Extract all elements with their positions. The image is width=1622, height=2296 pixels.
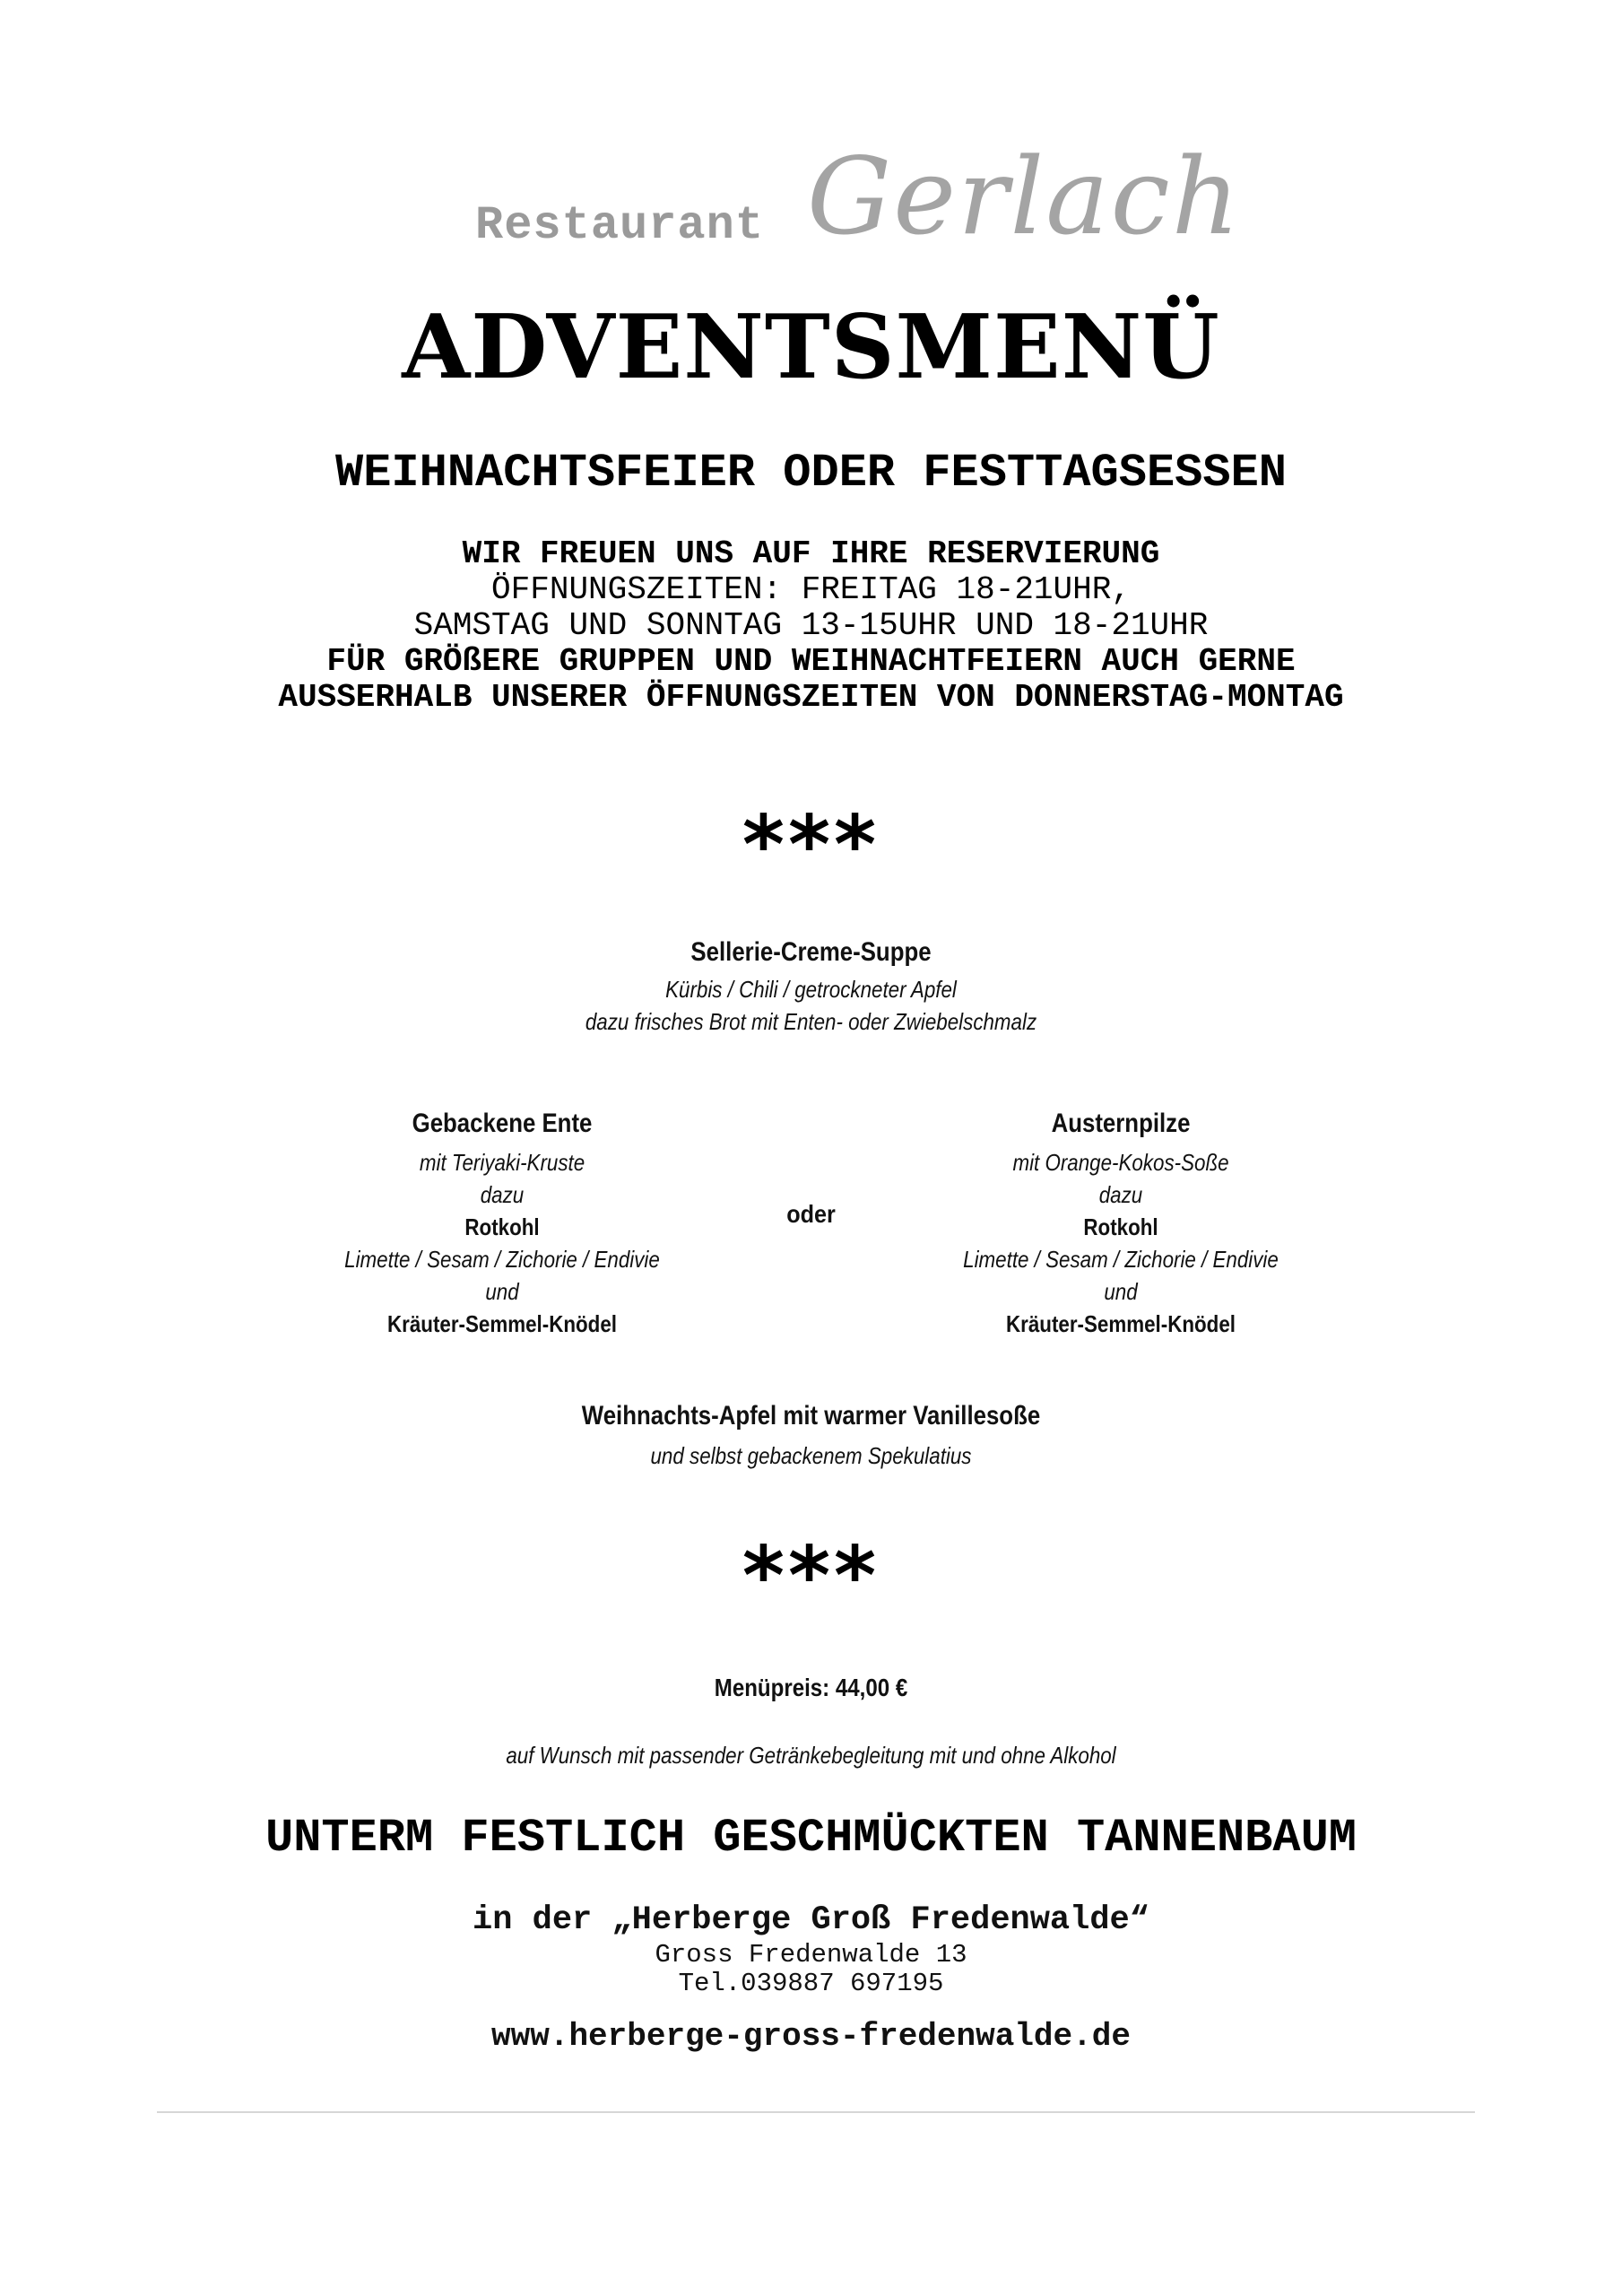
main-left-detail-4: und — [485, 1278, 519, 1305]
reservation-line: WIR FREUEN UNS AUF IHRE RESERVIERUNG — [462, 535, 1160, 572]
main-left-detail-3: Limette / Sesam / Zichorie / Endivie — [344, 1246, 660, 1273]
main-right-side-1: Rotkohl — [1083, 1213, 1158, 1240]
dessert-name: Weihnachts-Apfel mit warmer Vanillesoße — [581, 1401, 1041, 1431]
main-left-detail-2: dazu — [480, 1181, 525, 1208]
starter-detail-1: Kürbis / Chili / getrockneter Apfel — [665, 976, 957, 1003]
venue-phone: Tel.039887 697195 — [678, 1969, 944, 1998]
main-right-detail-4: und — [1104, 1278, 1138, 1305]
menu-subtitle: WEIHNACHTSFEIER ODER FESTTAGSESSEN — [335, 447, 1287, 500]
main-left-detail-1: mit Teriyaki-Kruste — [419, 1149, 585, 1176]
website-link[interactable]: www.herberge-gross-fredenwalde.de — [491, 2018, 1131, 2055]
main-right-detail-3: Limette / Sesam / Zichorie / Endivie — [963, 1246, 1279, 1273]
brand-word: Restaurant — [475, 199, 765, 252]
opening-hours-line-2: SAMSTAG UND SONNTAG 13-15UHR UND 18-21UHR — [413, 607, 1209, 644]
groups-line-1: FÜR GRÖßERE GRUPPEN UND WEIHNACHTFEIERN AUCH GERNE — [326, 643, 1296, 680]
tree-headline: UNTERM FESTLICH GESCHMÜCKTEN TANNENBAUM — [265, 1812, 1357, 1865]
brand-script: Gerlach — [807, 135, 1242, 258]
or-label: oder — [786, 1200, 836, 1228]
main-left-side-2: Kräuter-Semmel-Knödel — [387, 1310, 617, 1337]
venue-name: in der „Herberge Groß Fredenwalde“ — [473, 1901, 1149, 1939]
main-right-detail-2: dazu — [1098, 1181, 1143, 1208]
main-right-name: Austernpilze — [1051, 1109, 1191, 1138]
starter-detail-2: dazu frisches Brot mit Enten- oder Zwiebelschmalz — [585, 1008, 1037, 1035]
drinks-note: auf Wunsch mit passender Getränkebegleitung mit und ohne Alkohol — [506, 1742, 1116, 1769]
main-right-side-2: Kräuter-Semmel-Knödel — [1006, 1310, 1236, 1337]
dessert-detail: und selbst gebackenem Spekulatius — [650, 1442, 972, 1469]
main-course-left — [233, 1101, 771, 1340]
opening-hours-line-1: ÖFFNUNGSZEITEN: FREITAG 18-21UHR, — [491, 571, 1131, 608]
separator-bottom: *** — [742, 1529, 880, 1623]
venue-address: Gross Fredenwalde 13 — [655, 1940, 967, 1970]
main-left-side-1: Rotkohl — [464, 1213, 540, 1240]
main-right-detail-1: mit Orange-Kokos-Soße — [1012, 1149, 1229, 1176]
footer-divider — [157, 2111, 1475, 2113]
groups-line-2: AUSSERHALB UNSERER ÖFFNUNGSZEITEN VON DONNERSTAG-MONTAG — [278, 679, 1344, 716]
restaurant-logo — [0, 135, 1622, 296]
main-course-right — [852, 1101, 1390, 1340]
menu-price: Menüpreis: 44,00 € — [714, 1674, 908, 1701]
main-left-name: Gebackene Ente — [412, 1109, 593, 1138]
separator-top: *** — [742, 798, 880, 892]
menu-title: ADVENTSMENÜ — [402, 296, 1220, 399]
starter-name: Sellerie-Creme-Suppe — [690, 937, 932, 967]
